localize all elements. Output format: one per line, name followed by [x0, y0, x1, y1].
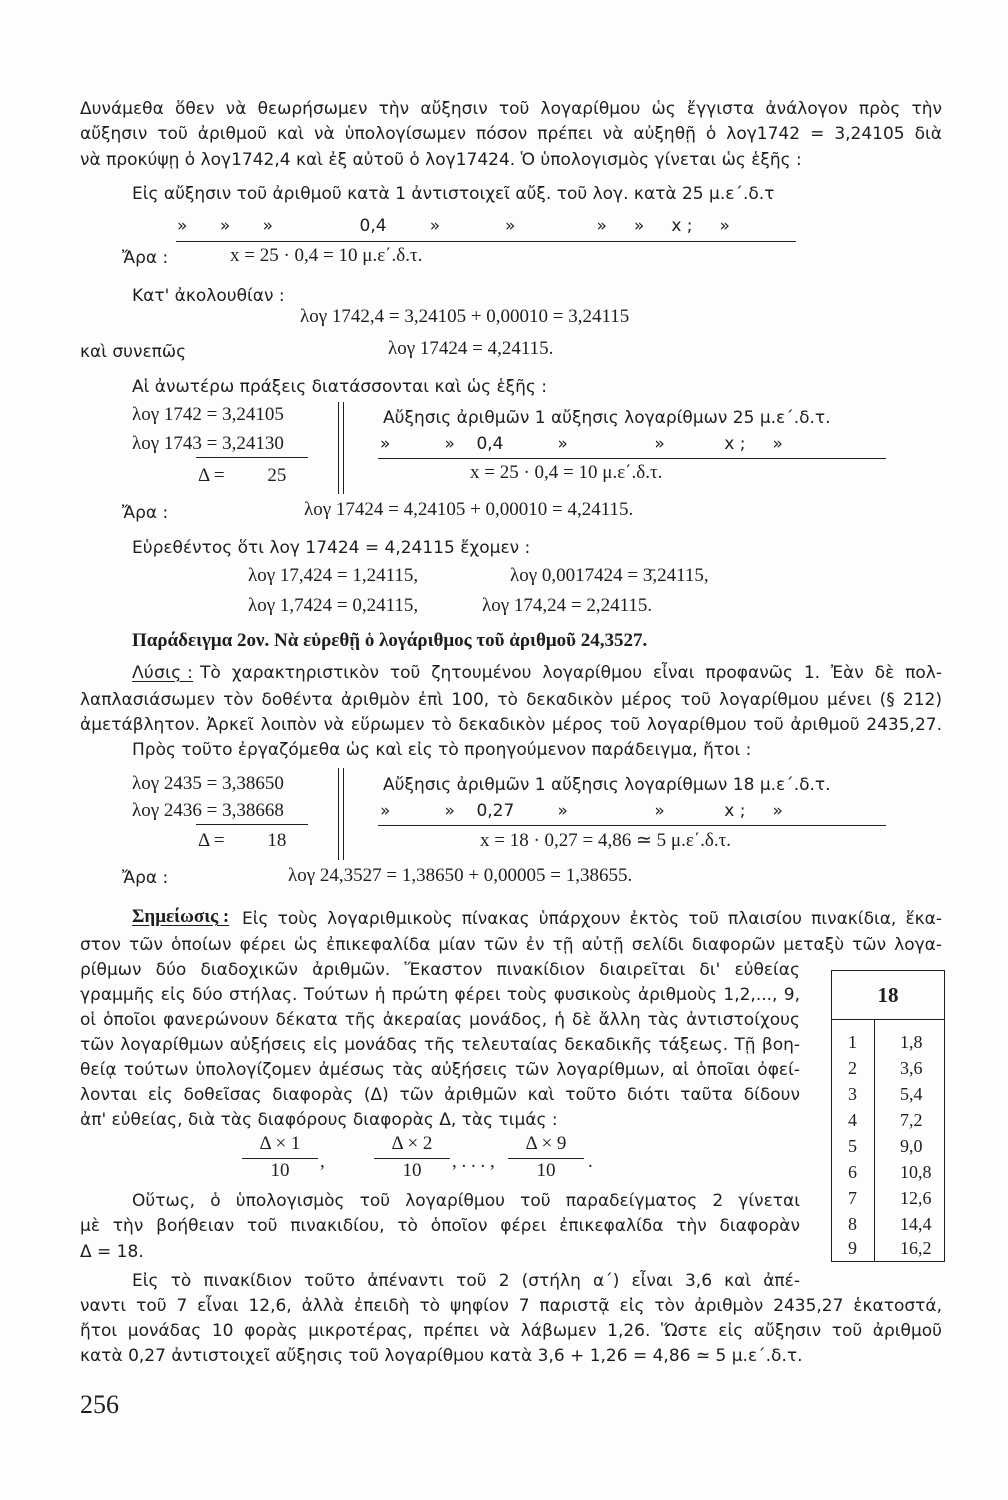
- note-label-text: Σημείωσις :: [132, 906, 230, 927]
- difference-table-header: 18: [832, 971, 944, 1020]
- ex2-divider-2: [343, 768, 344, 860]
- note-line-4: γραμμῆς εἰς δύο στήλας. Τούτων ἡ πρώτη φέρει τοὺς φυσικοὺς ἀριθμοὺς 1,2,..., 9,: [80, 985, 800, 1005]
- table-row-value: 12,6: [900, 1188, 932, 1208]
- page-number: 256: [80, 1390, 119, 1419]
- proportion-rule: [176, 241, 796, 242]
- ex1-right-line-1: Αὔξησις ἀριθμῶν 1 αὔξησις λογαρίθμων 25 μ.ε΄.δ.τ.: [383, 408, 831, 428]
- table-row-value: 14,4: [900, 1214, 932, 1234]
- fraction-sep-2: , . . . ,: [452, 1151, 495, 1172]
- ex2-divider-1: [338, 768, 339, 860]
- proportion-line-2: » » » 0,4 » » » » x ; »: [177, 216, 730, 236]
- table-row-value: 1,8: [900, 1032, 923, 1052]
- table-row: [832, 1107, 944, 1133]
- intro-line-2: αὔξησιν τοῦ ἀριθμοῦ καὶ νὰ ὑπολογίσωμεν πόσον πρέπει νὰ αὐξηθῇ ὁ λογ1742 = 3,24105 διὰ: [80, 124, 942, 144]
- arrangement-line: Αἱ ἀνωτέρω πράξεις διατάσσονται καὶ ὡς ἑξῆς :: [132, 377, 548, 397]
- note-line-9: ἀπ' εὐθείας, διὰ τὰς διαφόρους διαφορὰς Δ, τὰς τιμάς :: [80, 1110, 558, 1130]
- note-line-5: οἱ ὁποῖοι φανερώνουν δέκατα τῆς ἀκεραίας μονάδος, ἡ δὲ ἄλλη τὰς ἀντιστοίχους: [80, 1010, 800, 1030]
- after-line-6: ἤτοι μονάδας 10 φορὰς μικροτέρας, πρέπει νὰ λάβωμεν 1,26. Ὥστε εἰς αὔξησιν τοῦ ἀριθμοῦ: [80, 1321, 942, 1341]
- table-row: [832, 1159, 944, 1185]
- lysis-line-3: ἀμετάβλητον. Ἀρκεῖ λοιπὸν νὰ εὕρωμεν τὸ δεκαδικὸν μέρος τοῦ λογαρίθμου τοῦ ἀριθμοῦ 2435,27.: [80, 715, 942, 735]
- after-line-4: Εἰς τὸ πινακίδιον τοῦτο ἀπέναντι τοῦ 2 (στήλη α΄) εἶναι 3,6 καὶ ἀπέ-: [132, 1271, 800, 1291]
- ex2-log-2435: λογ 2435 = 3,38650: [132, 773, 284, 794]
- fraction-1-bar: [242, 1158, 318, 1159]
- table-row-value: 10,8: [900, 1162, 932, 1182]
- table-row: [832, 1029, 944, 1055]
- ex2-right-line-2: » » 0,27 » » x ; »: [380, 801, 783, 821]
- after-line-2: μὲ τὴν βοήθειαν τοῦ πινακιδίου, τὸ ὁποῖον φέρει ἐπικεφαλίδα τὴν διαφορὰν: [80, 1216, 800, 1236]
- fraction-2-numerator: Δ × 2: [391, 1133, 433, 1154]
- table-row-number: 9: [848, 1238, 857, 1258]
- table-row-value: 16,2: [900, 1238, 932, 1258]
- note-line-8: λονται εἰς δοθεῖσας διαφορὰς (Δ) τῶν ἀριθμῶν καὶ τοῦτο διότι ταῦτα δίδουν: [80, 1085, 800, 1105]
- ex1-log-1743: λογ 1743 = 3,24130: [132, 433, 284, 454]
- lysis-label: [132, 663, 193, 683]
- ex1-delta: Δ = 25: [198, 465, 287, 486]
- ex2-right-line-1: Αὔξησις ἀριθμῶν 1 αὔξησις λογαρίθμων 18 μ.ε΄.δ.τ.: [383, 775, 831, 795]
- table-row-number: 4: [848, 1110, 857, 1130]
- table-row: [832, 1235, 944, 1261]
- found-line: Εὑρεθέντος ὅτι λογ 17424 = 4,24115 ἔχομεν :: [132, 538, 531, 558]
- table-row-value: 5,4: [900, 1084, 923, 1104]
- table-row: [832, 1081, 944, 1107]
- table-row-number: 6: [848, 1162, 857, 1182]
- ex1-divider-1: [338, 402, 339, 494]
- log-1-7424: λογ 1,7424 = 0,24115,: [248, 595, 419, 616]
- lysis-line-1: Τὸ χαρακτηριστικὸν τοῦ ζητουμένου λογαρίθμου εἶναι προφανῶς 1. Ἐὰν δὲ πολ-: [200, 663, 942, 683]
- log-174-24: λογ 174,24 = 2,24115.: [482, 595, 653, 616]
- fraction-1-numerator: Δ × 1: [259, 1133, 301, 1154]
- table-row: [832, 1185, 944, 1211]
- log-17-424: λογ 17,424 = 1,24115,: [248, 565, 419, 586]
- ex2-right-rule: [378, 825, 886, 826]
- fraction-1-denominator: 10: [270, 1160, 290, 1181]
- table-row: [832, 1211, 944, 1237]
- table-row: [832, 1133, 944, 1159]
- kat-akolouthian-label: Κατ' ἀκολουθίαν :: [132, 286, 285, 306]
- lysis-line-2: λαπλασιάσωμεν τὸν δοθέντα ἀριθμὸν ἐπὶ 100, τὸ δεκαδικὸν μέρος τοῦ λογαρίθμου μένει (§ 212): [80, 690, 942, 710]
- fraction-sep-1: ,: [320, 1151, 325, 1172]
- ex1-right-rule: [378, 458, 886, 459]
- fraction-3-bar: [508, 1158, 584, 1159]
- ex2-final-result: λογ 24,3527 = 1,38650 + 0,00005 = 1,38655.: [288, 865, 633, 886]
- lysis-label-text: Λύσις :: [132, 663, 194, 683]
- ara-label-3: Ἄρα :: [122, 868, 169, 888]
- table-row-number: 3: [848, 1084, 857, 1104]
- intro-line-1: Δυνάμεθα ὅθεν νὰ θεωρήσωμεν τὴν αὔξησιν τοῦ λογαρίθμου ὡς ἔγγιστα ἀνάλογον πρὸς τὴν: [80, 99, 942, 119]
- ex1-right-line-2: » » 0,4 » » x ; »: [380, 434, 783, 454]
- note-line-7: θείᾳ τούτων ὑπολογίζομεν ἀμέσως τὰς αὐξήσεις τῶν λογαρίθμων, αἱ ὁποῖαι ὀφεί-: [80, 1060, 800, 1080]
- after-line-3: Δ = 18.: [80, 1242, 144, 1262]
- fraction-end: .: [588, 1151, 593, 1172]
- table-row-value: 9,0: [900, 1136, 923, 1156]
- log-0-0017424: λογ 0,0017424 = 3̄,24115,: [510, 565, 709, 586]
- ex1-x-result: x = 25 · 0,4 = 10 μ.ε΄.δ.τ.: [470, 462, 663, 483]
- table-row-number: 8: [848, 1214, 857, 1234]
- proportion-line-1: Εἰς αὔξησιν τοῦ ἀριθμοῦ κατὰ 1 ἀντιστοιχεῖ αὔξ. τοῦ λογ. κατὰ 25 μ.ε΄.δ.τ: [132, 184, 775, 204]
- fraction-3-denominator: 10: [536, 1160, 556, 1181]
- example-2-heading: Παράδειγμα 2ον. Νὰ εὑρεθῇ ὁ λογάριθμος τοῦ ἀριθμοῦ 24,3527.: [132, 630, 648, 651]
- ara-expression-1: x = 25 · 0,4 = 10 μ.ε΄.δ.τ.: [230, 245, 423, 266]
- ex2-delta: Δ = 18: [198, 830, 287, 851]
- table-row-number: 7: [848, 1188, 857, 1208]
- fraction-2-denominator: 10: [402, 1160, 422, 1181]
- log-17424-result: λογ 17424 = 4,24115.: [388, 338, 554, 359]
- ex1-final-result: λογ 17424 = 4,24105 + 0,00010 = 4,24115.: [304, 499, 634, 520]
- table-row-number: 1: [848, 1032, 857, 1052]
- table-row-number: 2: [848, 1058, 857, 1078]
- after-line-7: κατὰ 0,27 ἀντιστοιχεῖ αὔξησις τοῦ λογαρίθμου κατὰ 3,6 + 1,26 = 4,86 ≃ 5 μ.ε΄.δ.τ.: [80, 1346, 803, 1366]
- note-line-6: τῶν λογαρίθμων αὐξήσεις εἰς μονάδας τῆς τελευταίας δεκαδικῆς τάξεως. Τῇ βοη-: [80, 1035, 800, 1055]
- ara-label-2: Ἄρα :: [122, 503, 169, 523]
- ex1-left-rule: [196, 457, 308, 458]
- ex2-x-result: x = 18 · 0,27 = 4,86 ≃ 5 μ.ε΄.δ.τ.: [480, 830, 732, 851]
- ex2-log-2436: λογ 2436 = 3,38668: [132, 800, 284, 821]
- log-1742-4-equation: λογ 1742,4 = 3,24105 + 0,00010 = 3,24115: [300, 306, 630, 327]
- fraction-3-numerator: Δ × 9: [525, 1133, 567, 1154]
- note-label: [132, 907, 229, 927]
- lysis-line-4: Πρὸς τοῦτο ἐργαζόμεθα ὡς καὶ εἰς τὸ προηγούμενον παράδειγμα, ἤτοι :: [132, 740, 752, 760]
- table-row-value: 7,2: [900, 1110, 923, 1130]
- table-row-number: 5: [848, 1136, 857, 1156]
- after-line-5: ναντι τοῦ 7 εἶναι 12,6, ἀλλὰ ἐπειδὴ τὸ ψηφίον 7 παριστᾷ εἰς τὸν ἀριθμὸν 2435,27 ἑκατοστά,: [80, 1296, 942, 1316]
- note-line-3: ρίθμων δύο διαδοχικῶν ἀριθμῶν. Ἕκαστον πινακίδιον διαιρεῖται δι' εὐθείας: [80, 960, 800, 980]
- ex1-log-1742: λογ 1742 = 3,24105: [132, 404, 284, 425]
- intro-line-3: νὰ προκύψῃ ὁ λογ1742,4 καὶ ἐξ αὐτοῦ ὁ λογ17424. Ὁ ὑπολογισμὸς γίνεται ὡς ἑξῆς :: [80, 150, 802, 170]
- ex1-divider-2: [343, 402, 344, 494]
- after-line-1: Οὕτως, ὁ ὑπολογισμὸς τοῦ λογαρίθμου τοῦ παραδείγματος 2 γίνεται: [132, 1191, 800, 1211]
- ara-label-1: Ἄρα :: [122, 248, 169, 268]
- note-line-2: στον τῶν ὁποίων φέρει ὡς ἐπικεφαλίδα μίαν τῶν ἐν τῇ αὐτῇ σελίδι διαφορῶν μεταξὺ τῶν λογα-: [80, 935, 942, 955]
- fraction-2-bar: [374, 1158, 450, 1159]
- synepos-label: καὶ συνεπῶς: [80, 342, 187, 362]
- ex2-left-rule: [196, 824, 308, 825]
- table-row-value: 3,6: [900, 1058, 923, 1078]
- note-line-1: Εἰς τοὺς λογαριθμικοὺς πίνακας ὑπάρχουν ἐκτὸς τοῦ πλαισίου πινακίδια, ἕκα-: [242, 909, 942, 929]
- difference-table: [831, 970, 945, 1262]
- table-row: [832, 1055, 944, 1081]
